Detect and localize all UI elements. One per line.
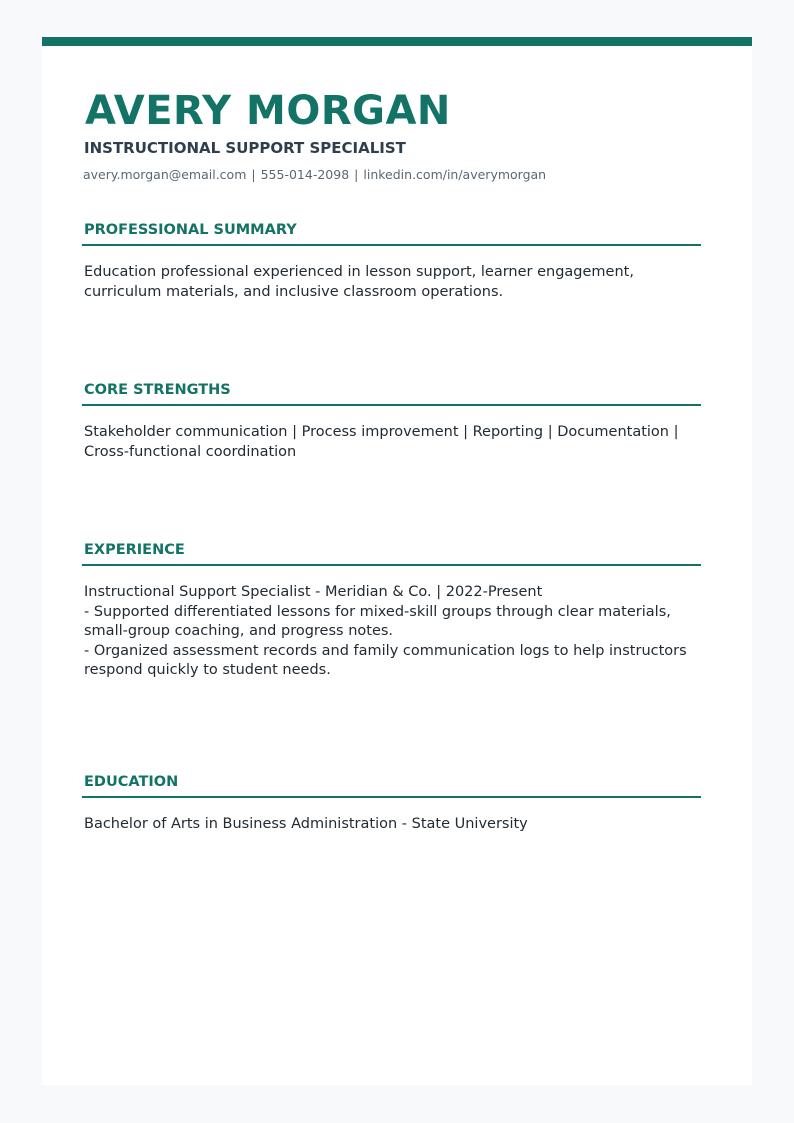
resume-page [42, 37, 752, 1085]
section-education [82, 774, 701, 835]
contact-linkedin[interactable]: linkedin.com/in/averymorgan [363, 167, 547, 182]
candidate-name: AVERY MORGAN [85, 88, 451, 134]
section-body [82, 798, 701, 835]
contact-separator: | [354, 167, 359, 182]
candidate-title: INSTRUCTIONAL SUPPORT SPECIALIST [84, 139, 406, 157]
experience-role-line: Instructional Support Specialist - Meridian & Co. | 2022-Present [84, 584, 543, 601]
section-heading: CORE STRENGTHS [82, 382, 701, 406]
contact-phone[interactable]: 555-014-2098 [260, 167, 350, 182]
experience-bullet: - Organized assessment records and family communication logs to help instructors respond quickly to student needs. [84, 642, 687, 679]
summary-text: Education professional experienced in lesson support, learner engagement, curriculum materials, and inclusive classroom operations. [84, 264, 634, 300]
section-body [82, 406, 701, 462]
section-core-strengths [82, 382, 701, 462]
experience-bullet: - Supported differentiated lessons for mixed-skill groups through clear materials, small-group coaching, and progress notes. [84, 603, 671, 640]
education-text: Bachelor of Arts in Business Administration - State University [84, 816, 528, 833]
section-heading: PROFESSIONAL SUMMARY [82, 222, 701, 246]
contact-separator: | [251, 167, 256, 182]
section-body [82, 566, 701, 681]
section-heading: EDUCATION [82, 774, 701, 798]
contact-email[interactable]: avery.morgan@email.com [83, 167, 247, 182]
strengths-text: Stakeholder communication | Process improvement | Reporting | Documentation | Cross-functional coordination [84, 424, 679, 460]
section-body [82, 246, 701, 302]
section-experience [82, 542, 701, 681]
section-professional-summary [82, 222, 701, 302]
section-heading: EXPERIENCE [82, 542, 701, 566]
contact-line [83, 167, 546, 182]
